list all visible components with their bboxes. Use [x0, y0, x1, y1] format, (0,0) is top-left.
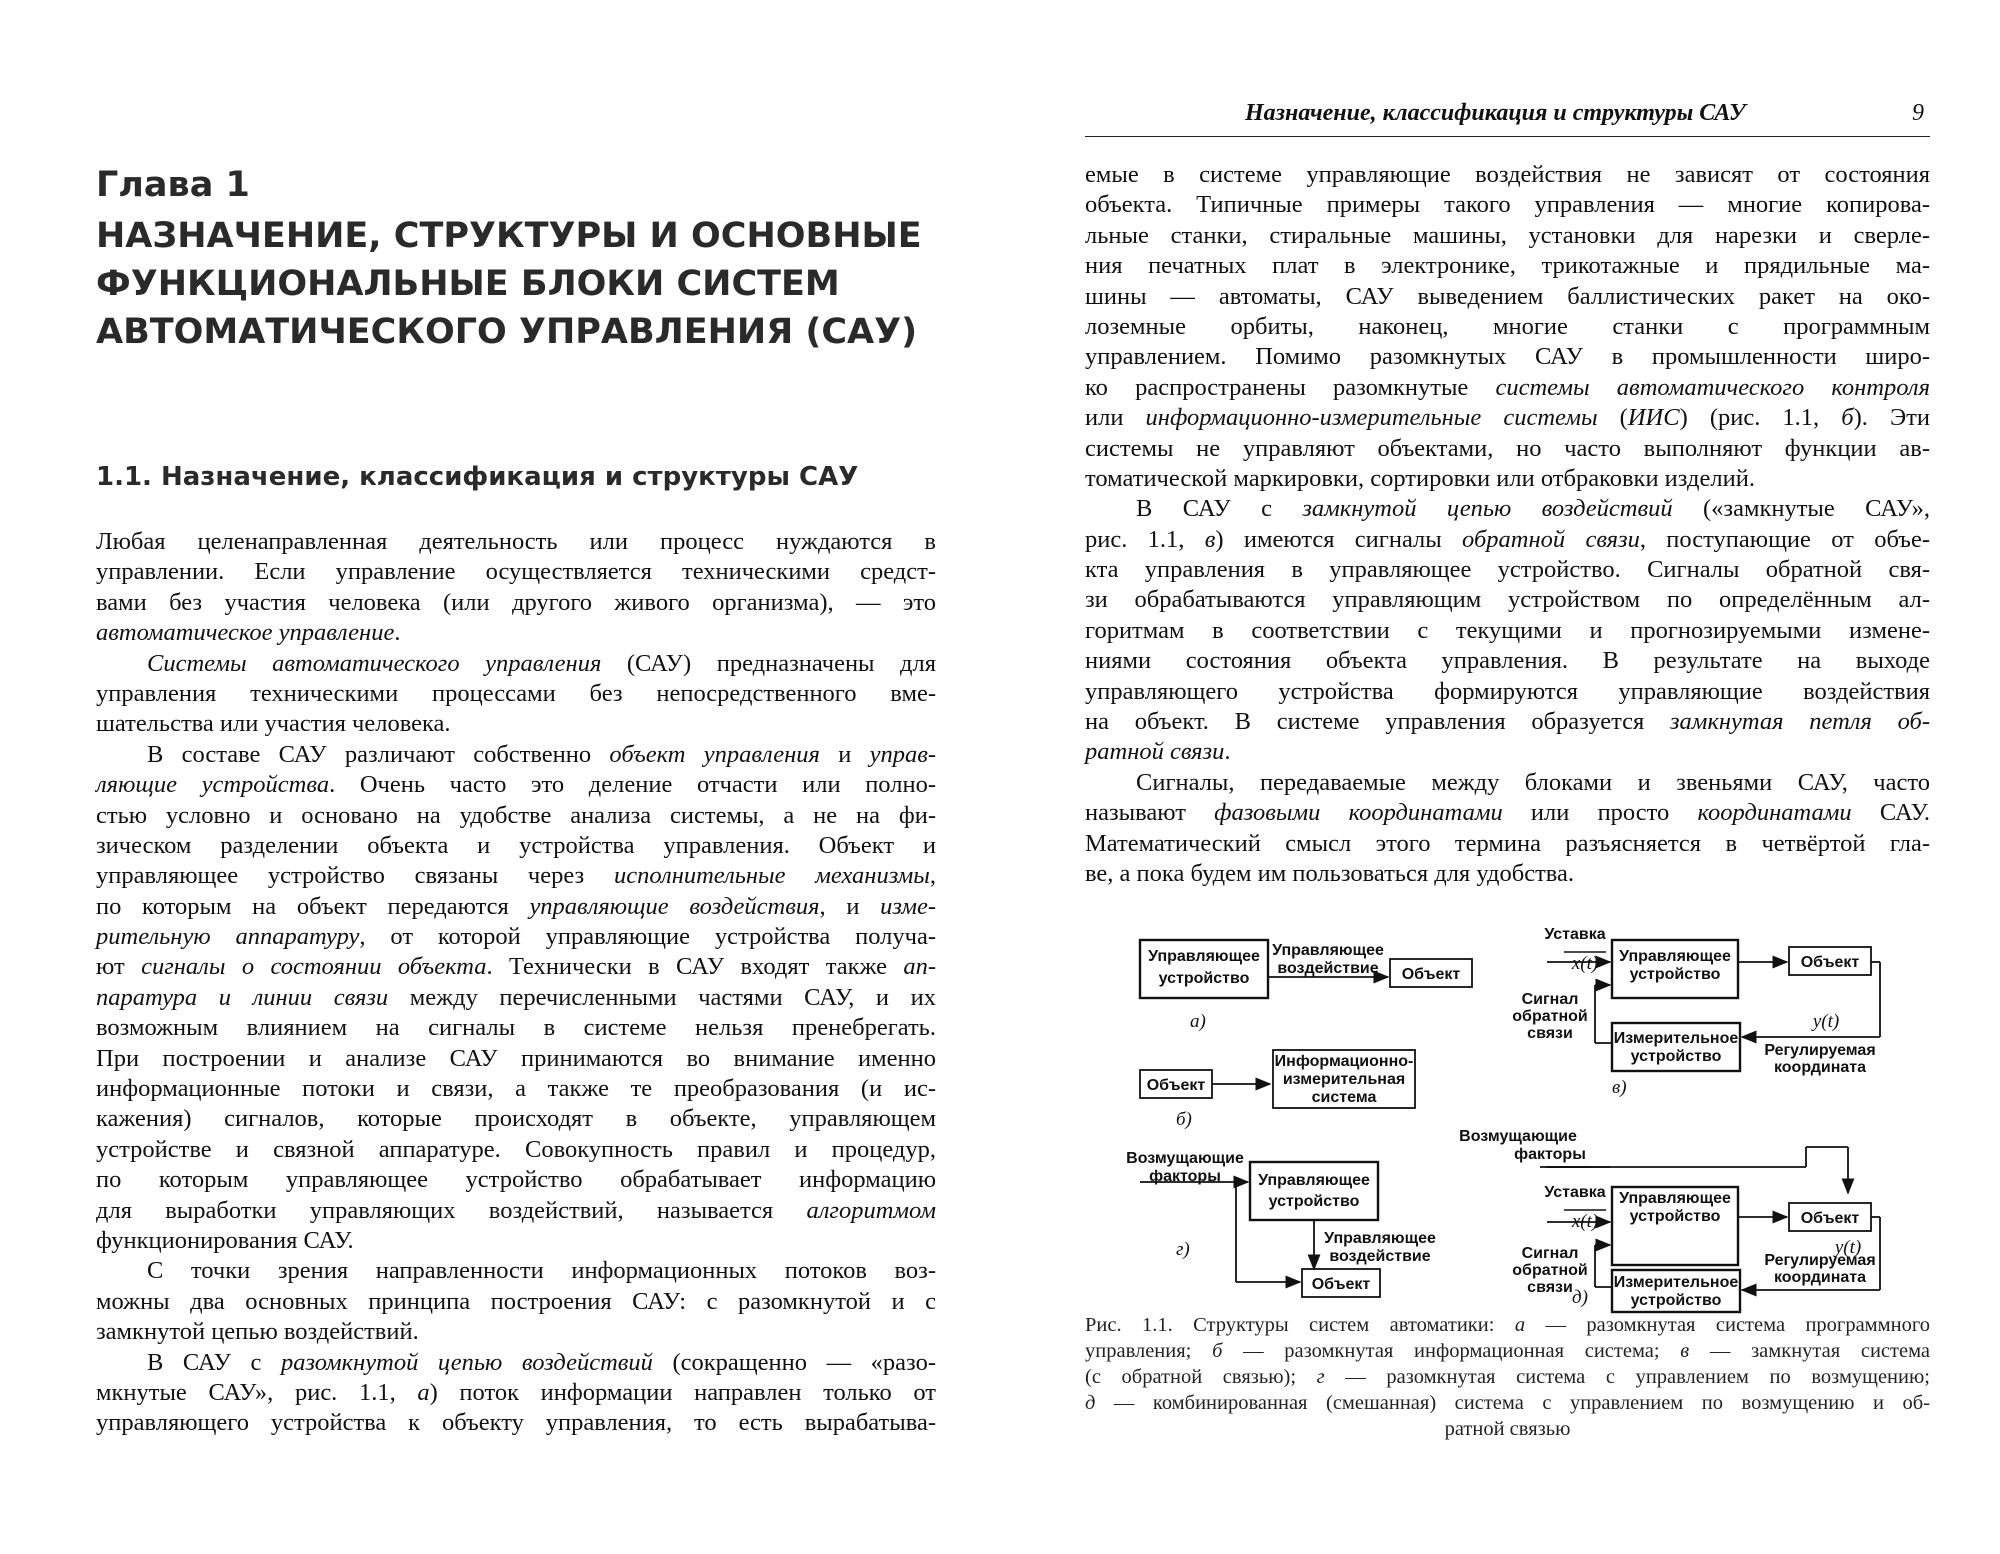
running-head-title: Назначение, классификация и структуры САУ	[1245, 100, 1746, 126]
fig-d-meter-line2: устройство	[1630, 1292, 1722, 1309]
chapter-title: НАЗНАЧЕНИЕ, СТРУКТУРЫ И ОСНОВНЫЕ ФУНКЦИОНАЛЬНЫЕ БЛОКИ СИСТЕМ АВТОМАТИЧЕСКОГО УПРАВЛЕНИЯ (САУ)	[96, 216, 922, 352]
fig-b-system-line1: Информационно-	[1274, 1053, 1414, 1070]
fig-g-label: г)	[1176, 1239, 1190, 1260]
figure-caption: Рис. 1.1. Структуры систем автоматики: а — разомкнутая система программного управления; б — разомкнутая информационная система; в — замкнутая система (с обратной связью); г — разомкнутая система с управлением по возмущению; д — комбинированная (смешанная) система с управлением по возмущению и об- ратной связью	[1085, 1314, 1931, 1440]
fig-g-action-line1: Управляющее	[1324, 1230, 1436, 1247]
fig-a-action-line1: Управляющее	[1272, 942, 1384, 959]
fig-v-setpoint: Уставка	[1544, 926, 1606, 943]
fig-v-device-line2: устройство	[1629, 966, 1721, 983]
fig-v-regulated-line1: Регулируемая	[1764, 1042, 1876, 1059]
chapter-number: Глава 1	[96, 165, 250, 205]
running-head	[1085, 100, 1930, 137]
fig-a-device-line1: Управляющее	[1148, 948, 1260, 965]
fig-v-device-line1: Управляющее	[1619, 948, 1731, 965]
fig-d-device-line2: устройство	[1629, 1208, 1721, 1225]
fig-v-feedback-line2: обратной	[1512, 1008, 1588, 1025]
fig-b-object: Объект	[1146, 1077, 1206, 1094]
fig-d-disturb-line2: факторы	[1514, 1146, 1586, 1163]
fig-v-regulated-line2: координата	[1773, 1059, 1867, 1076]
page-number: 9	[1912, 100, 1924, 126]
fig-g-object: Объект	[1311, 1276, 1371, 1293]
section-title: 1.1. Назначение, классификация и структуры САУ	[96, 462, 859, 492]
fig-d-label: д)	[1572, 1287, 1588, 1308]
fig-d-object: Объект	[1800, 1210, 1860, 1227]
figure-1-1	[1126, 925, 1876, 1309]
fig-v-y: y(t)	[1812, 1011, 1840, 1032]
fig-d-y: y(t)	[1834, 1237, 1862, 1258]
fig-d-setpoint: Уставка	[1544, 1184, 1606, 1201]
fig-d-disturb-line1: Возмущающие	[1459, 1128, 1577, 1145]
fig-g-disturb-line2: факторы	[1149, 1168, 1221, 1185]
fig-d-feedback-line1: Сигнал	[1521, 1245, 1579, 1262]
fig-a-device-line2: устройство	[1158, 970, 1250, 987]
fig-d-x: x(t)	[1571, 1211, 1599, 1232]
fig-v-x: x(t)	[1571, 953, 1599, 974]
fig-a-object: Объект	[1401, 966, 1461, 983]
right-body-text: емые в системе управляющие воздействия не зависят от состояния объекта. Типичные примеры такого управления — многие копирова- льные станки, стиральные машины, установки для нарезки и сверле- ния печатных плат в электронике, трикотажные и прядильные ма- шины — автоматы, САУ выведением баллистических ракет на око- лоземные орбиты, наконец, многие станки с программным управлением. Помимо разомкнутых САУ в промышленности широ- ко распространены разомкнутые системы автоматического контроля или информационно-измерительные системы (ИИС) (рис. 1.1, б). Эти системы не управляют объектами, но часто выполняют функции ав- томатической маркировки, сортировки или отбраковки изделий. В САУ с замкнутой цепью воздействий («замкнутые САУ», рис. 1.1, в) имеются сигналы обратной связи, поступающие от объе- кта управления в управляющее устройство. Сигналы обратной свя- зи обрабатываются управляющим устройством по определённым ал- горитмам в соответствии с текущими и прогнозируемыми измене- ниями состояния объекта управления. В результате на выходе управляющего устройства формируются управляющие воздействия на объект. В системе управления образуется замкнутая петля об- ратной связи. Сигналы, передаваемые между блоками и звеньями САУ, часто называют фазовыми координатами или просто координатами САУ. Математический смысл этого термина разъясняется в четвёртой гла- ве, а пока будем им пользоваться для удобства.	[1085, 161, 1930, 887]
fig-g-device-line1: Управляющее	[1258, 1172, 1370, 1189]
fig-d-feedback-line2: обратной	[1512, 1262, 1588, 1279]
fig-b-label: б)	[1176, 1109, 1192, 1130]
fig-d-regulated-line1: Регулируемая	[1764, 1252, 1876, 1269]
fig-b-system-line3: система	[1311, 1089, 1377, 1106]
fig-v-feedback-line3: связи	[1527, 1025, 1573, 1042]
fig-g-device-line2: устройство	[1268, 1193, 1360, 1210]
fig-v-feedback-line1: Сигнал	[1521, 991, 1579, 1008]
fig-b-system-line2: измерительная	[1282, 1071, 1406, 1088]
fig-d-meter-line1: Измерительное	[1613, 1274, 1739, 1291]
fig-d-regulated-line2: координата	[1773, 1269, 1867, 1286]
fig-g-disturb-line1: Возмущающие	[1126, 1150, 1244, 1167]
fig-v-label: в)	[1612, 1077, 1627, 1098]
fig-a-action-line2: воздействие	[1277, 960, 1379, 977]
fig-g-action-line2: воздействие	[1329, 1248, 1431, 1265]
fig-v-meter-line2: устройство	[1630, 1048, 1722, 1065]
fig-d-feedback-line3: связи	[1527, 1279, 1573, 1296]
left-body-text: Любая целенаправленная деятельность или процесс нуждаются в управлении. Если управление осуществляется техническими средст- вами без участия человека (или другого живого организма), — это автоматическое управление. Системы автоматического управления (САУ) предназначены для управления техническими процессами без непосредственного вме- шательства или участия человека. В составе САУ различают собственно объект управления и управ- ляющие устройства. Очень часто это деление отчасти или полно- стью условно и основано на удобстве анализа системы, а не на фи- зическом разделении объекта и устройства управления. Объект и управляющее устройство связаны через исполнительные механизмы, по которым на объект передаются управляющие воздействия, и изме- рительную аппаратуру, от которой управляющие устройства получа- ют сигналы о состоянии объекта. Технически в САУ входят также ап- паратура и линии связи между перечисленными частями САУ, и их возможным влиянием на сигналы в системе нельзя пренебрегать. При построении и анализе САУ принимаются во внимание именно информационные потоки и связи, а также те преобразования (и ис- кажения) сигналов, которые происходят в объекте, управляющем устройстве и связной аппаратуре. Совокупность правил и процедур, по которым управляющее устройство обрабатывает информацию для выработки управляющих воздействий, называется алгоритмом функционирования САУ. С точки зрения направленности информационных потоков воз- можны два основных принципа построения САУ: с разомкнутой и с замкнутой цепью воздействий. В САУ с разомкнутой цепью воздействий (сокращенно — «разо- мкнутые САУ», рис. 1.1, а) поток информации направлен только от управляющего устройства к объекту управления, то есть вырабатыва-	[96, 528, 937, 1437]
fig-v-object: Объект	[1800, 954, 1860, 971]
fig-d-device-line1: Управляющее	[1619, 1190, 1731, 1207]
fig-a-label: а)	[1190, 1011, 1206, 1032]
fig-v-meter-line1: Измерительное	[1613, 1030, 1739, 1047]
